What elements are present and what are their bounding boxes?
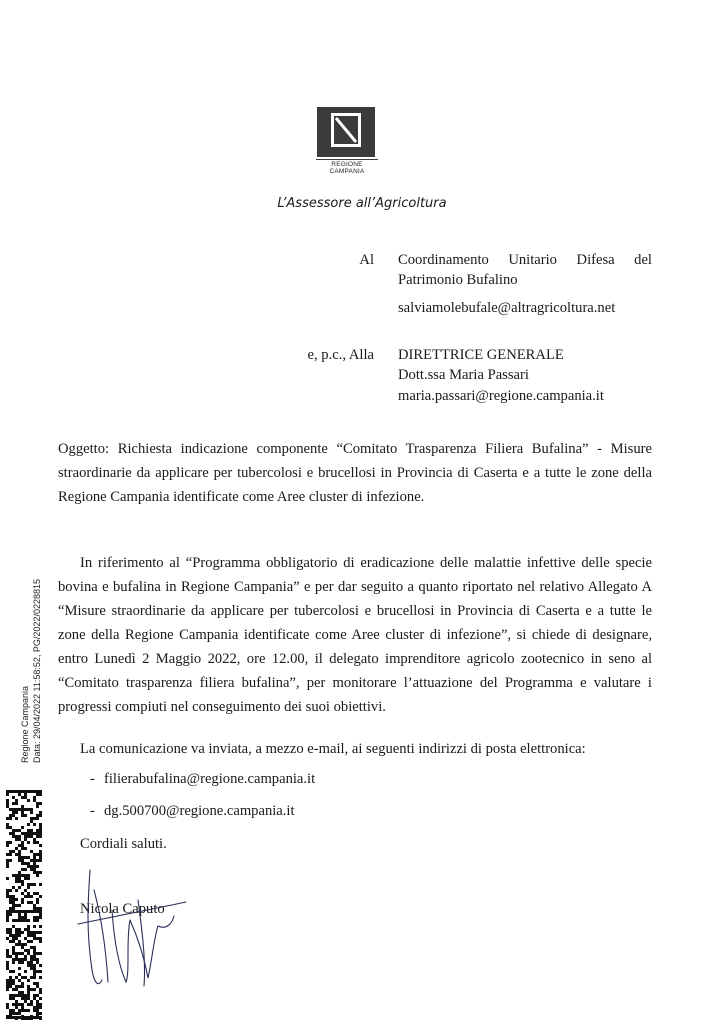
subject-paragraph: Oggetto: Richiesta indicazione componente “Comitato Trasparenza Filiera Bufalina” - Misure straordinarie da applicare per tubercolosi e brucellosi in Provincia di Caserta e a tutte le zone della Regione Campania identificate come Aree cluster di infezione. — [58, 441, 652, 505]
logo-text: REGIONE CAMPANIA — [316, 159, 378, 175]
addressee-email: salviamolebufale@altragricoltura.net — [398, 300, 616, 316]
cc-title: DIRETTRICE GENERALE — [398, 347, 564, 363]
closing-greeting: Cordiali saluti. — [80, 836, 167, 852]
body-paragraph: In riferimento al “Programma obbligatorio di eradicazione delle malattie infettive delle specie bovina e bufalina in Regione Campania” e per dar seguito a quanto riportato nel relativo Allegato A “Misure straordinarie da applicare per tubercolosi e brucellosi in Provincia di Caserta e a tutte le zone della Regione Campania identificate come Aree cluster di infezione”, si chiede di designare, entro Lunedì 2 Maggio 2022, ore 12.00, il delegato imprenditore agricolo zootecnico in seno al “Comitato trasparenza filiera bufalina”, per monitorare l’attuazione del Programma e valutare i progressi compiuti nel conseguimento dei suoi obiettivi. — [58, 555, 652, 715]
bullet-dash: - — [90, 803, 95, 819]
addressee-org-line1: Coordinamento Unitario Difesa del — [398, 252, 652, 268]
handwritten-signature — [68, 860, 218, 1000]
logo-emblem — [317, 107, 375, 157]
email-list-item: dg.500700@regione.campania.it — [104, 803, 295, 819]
signer-name: Nicola Caputo — [80, 901, 165, 917]
email-list-item: filierabufalina@regione.campania.it — [104, 771, 316, 787]
regione-campania-logo — [316, 107, 378, 175]
protocol-stamp — [4, 575, 50, 765]
stamp-region-text: Regione Campania — [20, 685, 30, 763]
cc-name: Dott.ssa Maria Passari — [398, 367, 529, 383]
communication-line: La comunicazione va inviata, a mezzo e-mail, ai seguenti indirizzi di posta elettronica: — [80, 741, 586, 757]
addressee-label: Al — [359, 252, 374, 268]
bullet-dash: - — [90, 771, 95, 787]
protocol-barcode-icon — [6, 790, 42, 1020]
assessore-heading: L’Assessore all’Agricoltura — [277, 196, 447, 211]
addressee-org-line2: Patrimonio Bufalino — [398, 272, 518, 288]
cc-email: maria.passari@regione.campania.it — [398, 388, 604, 404]
stamp-date-protocol-text: Data: 29/04/2022 11:58:52, PG/2022/0228815 — [32, 579, 42, 763]
cc-label: e, p.c., Alla — [307, 347, 374, 363]
